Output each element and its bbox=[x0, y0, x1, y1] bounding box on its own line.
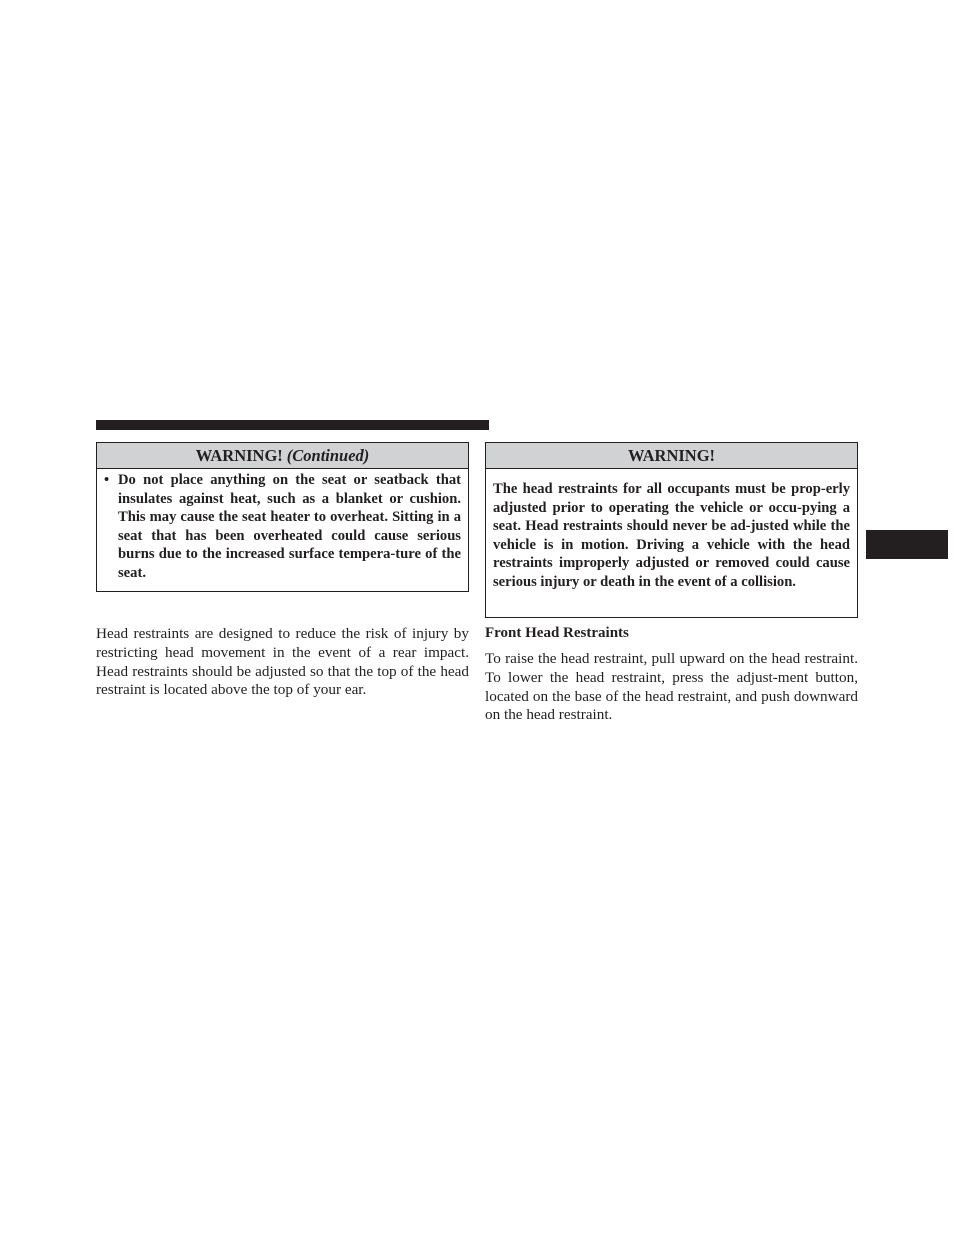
warning-box-head-restraints bbox=[485, 442, 858, 618]
warning-title: WARNING! bbox=[195, 446, 283, 465]
warning-header bbox=[97, 443, 468, 469]
chapter-tab-marker bbox=[866, 530, 948, 559]
warning-header bbox=[486, 443, 857, 469]
warning-body: The head restraints for all occupants must be prop-erly adjusted prior to operating the vehicle or occu-pying a seat. Head restraints should never be ad-justed while the vehicle is in motion. Driving a vehicle with the head restraints improperly adjusted or removed could cause serious injury or death in the event of a collision. bbox=[493, 481, 850, 590]
front-head-restraints-heading: Front Head Restraints bbox=[485, 625, 629, 641]
head-restraints-intro-paragraph: Head restraints are designed to reduce the risk of injury by restricting head movement in the event of a rear impact. Head restraints should be adjusted so that the top of the head restraint is located above the top of your ear. bbox=[96, 625, 469, 699]
section-top-rule bbox=[96, 420, 489, 430]
warning-title: WARNING! bbox=[627, 446, 716, 465]
warning-bullet-text: Do not place anything on the seat or seatback that insulates against heat, such as a blanket or cushion. This may cause the seat heater to overheat. Sitting in a seat that has been overheated could cause serious burns due to the increased surface tempera-ture of the seat. bbox=[118, 472, 461, 581]
bullet-icon: • bbox=[104, 472, 110, 488]
warning-continued-label: (Continued) bbox=[286, 446, 370, 465]
front-head-restraints-paragraph: To raise the head restraint, pull upward on the head restraint. To lower the head restraint, press the adjust-ment button, located on the base of the head restraint, and push downward on the head restraint. bbox=[485, 650, 858, 724]
warning-body bbox=[97, 469, 468, 583]
warning-box-continued bbox=[96, 442, 469, 592]
